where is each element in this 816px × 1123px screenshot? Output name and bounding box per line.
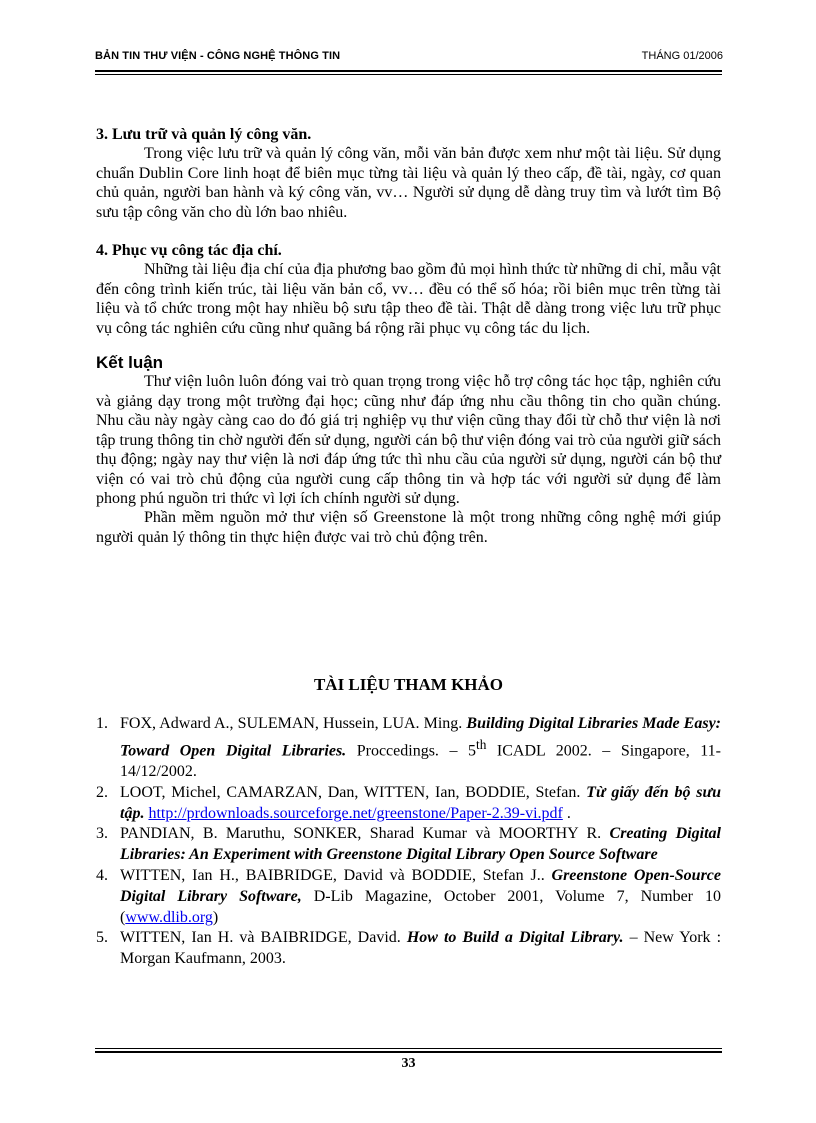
main-body — [96, 125, 721, 547]
reference-details: D-Lib Magazine, October 2001, Volume 7, Number 10 ( — [120, 887, 722, 926]
section-3-body: Trong việc lưu trữ và quản lý công văn, mỗi văn bản được xem như một tài liệu. Sử dụng chuẩn Dublin Core linh hoạt để biên mục từng tài liệu và quản lý theo cấp, đề tài, ngày, cơ quan chủ quản, người ban hành và ký công văn, vv… Người sử dụng dễ dàng truy tìm và lướt tìm Bộ sưu tập công văn cho dù lớn bao nhiêu. — [96, 145, 721, 221]
conclusion-heading: Kết luận — [96, 353, 164, 373]
reference-number: 5. — [96, 929, 108, 947]
reference-details: . — [562, 804, 571, 822]
reference-item — [96, 783, 721, 825]
reference-authors: WITTEN, Ian H. và BAIBRIDGE, David. — [120, 929, 407, 947]
reference-details-2: ) — [212, 908, 219, 926]
reference-item — [96, 866, 721, 928]
reference-authors: LOOT, Michel, CAMARZAN, Dan, WITTEN, Ian, BODDIE, Stefan. — [120, 783, 587, 801]
reference-details: – New York : Morgan Kaufmann, 2003. — [120, 929, 722, 968]
reference-title: Từ giấy đến bộ sưu tập. — [120, 783, 721, 822]
section-4-body: Những tài liệu địa chí của địa phương bao gồm đủ mọi hình thức từ những di chỉ, mẫu vật đến công trình kiến trúc, tài liệu văn bản cổ, vv… đều có thể số hóa; rồi biên mục trên từng tài liệu và tổ chức trong một hay nhiều bộ sưu tập theo đề tài. Thật dễ dàng trong việc lưu trữ phục vụ công tác nghiên cứu cũng như quãng bá rộng rãi phục vụ công tác du lịch. — [96, 261, 721, 337]
page-number: 33 — [401, 1056, 416, 1071]
reference-link[interactable]: http://prdownloads.sourceforge.net/greenstone/Paper-2.39-vi.pdf — [148, 804, 563, 822]
conclusion-paragraph-1: Thư viện luôn luôn đóng vai trò quan trọng trong việc hỗ trợ công tác học tập, nghiên cứu và giảng dạy trong một trường đại học; cũng như đáp ứng nhu cầu thông tin cho quần chúng. Nhu cầu này ngày càng cao do đó giá trị nghiệp vụ thư viện cũng thay đổi từ chỗ thư viện là nơi tập trung thông tin chờ người đến sử dụng, người cán bộ thư viện đóng vai trò của người giữ sách thụ động; ngày nay thư viện là nơi đáp ứng tức thì nhu cầu của người sử dụng, người cán bộ thư viện có vai trò chủ động của người cung cấp thông tin và hợp tác với người sử dụng để làm phong phú nguồn tri thức vì lợi ích chính người sử dụng. — [96, 373, 721, 507]
reference-item — [96, 714, 721, 783]
reference-title: Creating Digital Libraries: An Experiment with Greenstone Digital Library Open Source Software — [120, 825, 721, 864]
header-publication-title: BẢN TIN THƯ VIỆN - CÔNG NGHỆ THÔNG TIN — [95, 50, 341, 62]
conclusion-paragraph-2: Phần mềm nguồn mở thư viện số Greenstone là một trong những công nghệ mới giúp người quản lý thông tin thực hiện được vai trò chủ động trên. — [96, 509, 721, 546]
reference-details: Proccedings. – 5 — [346, 742, 477, 760]
header-issue-date: THÁNG 01/2006 — [641, 50, 723, 62]
reference-authors: FOX, Adward A., SULEMAN, Hussein, LUA. Ming. — [120, 715, 467, 732]
reference-number: 1. — [96, 715, 108, 732]
reference-link[interactable]: www.dlib.org — [125, 908, 213, 926]
reference-superscript: th — [476, 736, 487, 752]
footer-rule — [95, 1048, 722, 1053]
reference-number: 4. — [96, 866, 108, 884]
reference-item — [96, 928, 721, 970]
reference-title: How to Build a Digital Library. — [406, 929, 624, 947]
reference-title: Building Digital Libraries Made Easy: Toward Open Digital Libraries. — [120, 715, 722, 760]
reference-title: Greenstone Open-Source Digital Library Software, — [120, 866, 721, 905]
page-header — [95, 50, 725, 70]
reference-details-2: ICADL 2002. – Singapore, 11-14/12/2002. — [120, 742, 722, 780]
section-4-title: 4. Phục vụ công tác địa chí. — [96, 242, 282, 260]
section-3-title: 3. Lưu trữ và quản lý công văn. — [96, 126, 312, 143]
reference-number: 3. — [96, 825, 108, 843]
reference-number: 2. — [96, 783, 108, 801]
references-list — [96, 714, 721, 970]
reference-item — [96, 824, 721, 866]
reference-authors: PANDIAN, B. Maruthu, SONKER, Sharad Kumar và MOORTHY R. — [120, 825, 610, 843]
references-heading: TÀI LIỆU THAM KHẢO — [313, 675, 504, 694]
header-rule — [95, 70, 722, 75]
reference-authors: WITTEN, Ian H., BAIBRIDGE, David và BODDIE, Stefan J.. — [120, 866, 552, 884]
